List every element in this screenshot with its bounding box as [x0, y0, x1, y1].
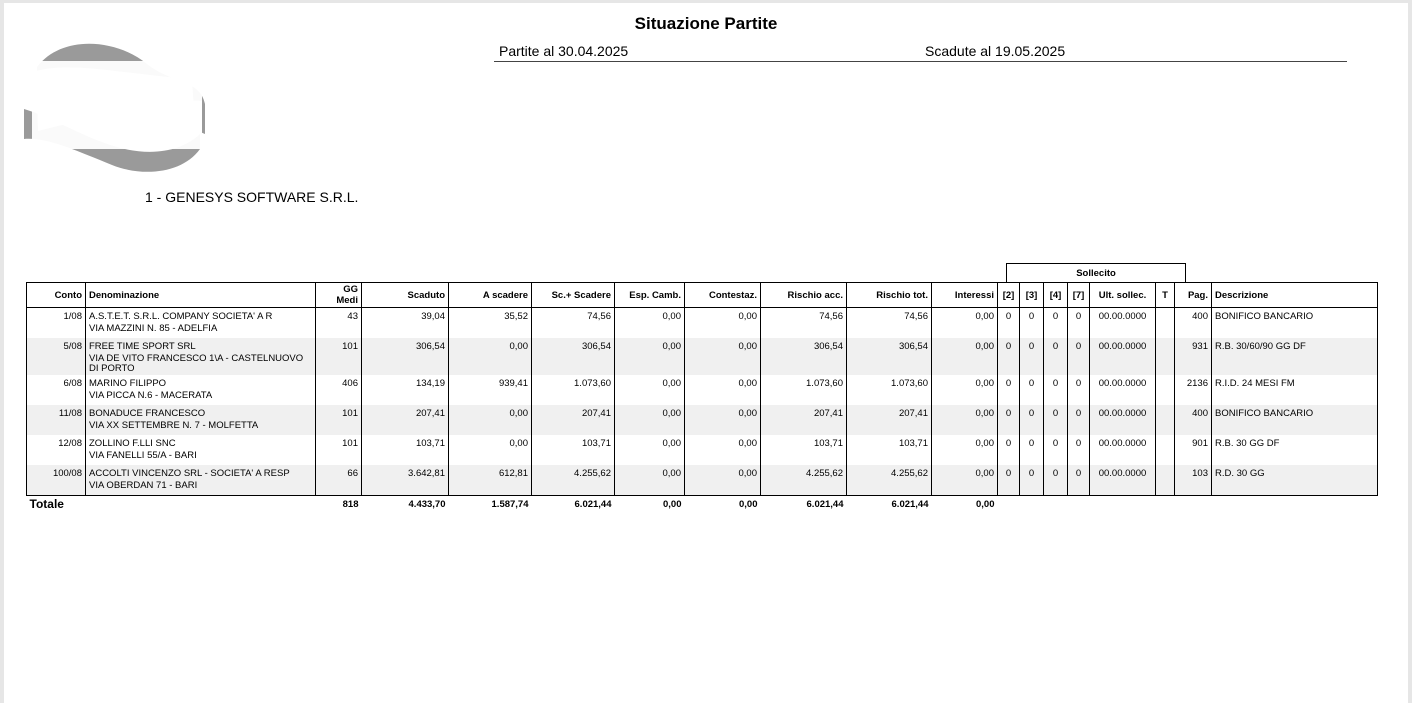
cell-s3: 0 [1020, 308, 1044, 325]
cell-descrizione: BONIFICO BANCARIO [1212, 308, 1378, 325]
cell-rischio-acc: 1.073,60 [761, 375, 847, 391]
cell-scaduto: 306,54 [362, 338, 449, 354]
col-sollecito-3: [3] [1020, 283, 1044, 308]
total-contestaz: 0,00 [685, 496, 761, 513]
cell-contestaz: 0,00 [685, 465, 761, 481]
cell-s4: 0 [1044, 375, 1068, 391]
cell-interessi: 0,00 [932, 465, 998, 481]
cell-contestaz: 0,00 [685, 435, 761, 451]
col-descrizione: Descrizione [1212, 283, 1378, 308]
col-ult-sollec: Ult. sollec. [1090, 283, 1156, 308]
cell-s2: 0 [998, 375, 1020, 391]
cell-rischio-acc: 207,41 [761, 405, 847, 421]
cell-interessi: 0,00 [932, 308, 998, 325]
col-scaduto: Scaduto [362, 283, 449, 308]
cell-descrizione: R.B. 30/60/90 GG DF [1212, 338, 1378, 354]
cell-esp-camb: 0,00 [615, 435, 685, 451]
cell-denominazione: MARINO FILIPPO [86, 375, 316, 391]
cell-pag: 400 [1175, 308, 1212, 325]
cell-s4: 0 [1044, 435, 1068, 451]
total-gg: 818 [316, 496, 362, 513]
scadute-date: Scadute al 19.05.2025 [925, 43, 1066, 59]
cell-s3: 0 [1020, 375, 1044, 391]
cell-s7: 0 [1068, 435, 1090, 451]
cell-rischio-tot: 207,41 [847, 405, 932, 421]
total-rischio-acc: 6.021,44 [761, 496, 847, 513]
cell-indirizzo: VIA PICCA N.6 - MACERATA [86, 391, 316, 405]
cell-scaduto: 207,41 [362, 405, 449, 421]
cell-interessi: 0,00 [932, 405, 998, 421]
cell-conto: 5/08 [27, 338, 86, 354]
total-scaduto: 4.433,70 [362, 496, 449, 513]
cell-descrizione: R.B. 30 GG DF [1212, 435, 1378, 451]
cell-s4: 0 [1044, 465, 1068, 481]
cell-contestaz: 0,00 [685, 308, 761, 325]
cell-rischio-tot: 1.073,60 [847, 375, 932, 391]
cell-s4: 0 [1044, 308, 1068, 325]
cell-t [1156, 375, 1175, 391]
cell-t [1156, 405, 1175, 421]
cell-pag: 901 [1175, 435, 1212, 451]
report-title: Situazione Partite [634, 14, 778, 33]
cell-conto: 6/08 [27, 375, 86, 391]
cell-scaduto: 134,19 [362, 375, 449, 391]
cell-gg: 101 [316, 338, 362, 354]
col-rischio-acc: Rischio acc. [761, 283, 847, 308]
cell-ult-sollec: 00.00.0000 [1090, 465, 1156, 481]
cell-esp-camb: 0,00 [615, 308, 685, 325]
cell-s7: 0 [1068, 375, 1090, 391]
cell-a-scadere: 0,00 [449, 338, 532, 354]
table-row [27, 375, 1378, 405]
cell-denominazione: ACCOLTI VINCENZO SRL - SOCIETA' A RESP [86, 465, 316, 481]
col-sollecito-4: [4] [1044, 283, 1068, 308]
cell-rischio-acc: 103,71 [761, 435, 847, 451]
cell-a-scadere: 939,41 [449, 375, 532, 391]
col-esp-camb: Esp. Camb. [615, 283, 685, 308]
table-row [27, 308, 1378, 339]
cell-a-scadere: 35,52 [449, 308, 532, 325]
cell-pag: 103 [1175, 465, 1212, 481]
cell-indirizzo: VIA OBERDAN 71 - BARI [86, 481, 316, 496]
accounts-table [26, 282, 1378, 512]
cell-esp-camb: 0,00 [615, 375, 685, 391]
total-rischio-tot: 6.021,44 [847, 496, 932, 513]
cell-t [1156, 338, 1175, 354]
col-conto: Conto [27, 283, 86, 308]
cell-ult-sollec: 00.00.0000 [1090, 375, 1156, 391]
cell-pag: 400 [1175, 405, 1212, 421]
cell-rischio-tot: 74,56 [847, 308, 932, 325]
col-sc-scadere: Sc.+ Scadere [532, 283, 615, 308]
cell-s2: 0 [998, 405, 1020, 421]
cell-t [1156, 308, 1175, 325]
table-header-row [27, 283, 1378, 308]
cell-a-scadere: 0,00 [449, 405, 532, 421]
cell-gg: 66 [316, 465, 362, 481]
cell-s7: 0 [1068, 308, 1090, 325]
cell-scaduto: 103,71 [362, 435, 449, 451]
cell-gg: 101 [316, 405, 362, 421]
col-a-scadere: A scadere [449, 283, 532, 308]
cell-interessi: 0,00 [932, 375, 998, 391]
total-sc-scadere: 6.021,44 [532, 496, 615, 513]
cell-ult-sollec: 00.00.0000 [1090, 435, 1156, 451]
cell-rischio-tot: 103,71 [847, 435, 932, 451]
cell-denominazione: ZOLLINO F.LLI SNC [86, 435, 316, 451]
total-interessi: 0,00 [932, 496, 998, 513]
cell-pag: 2136 [1175, 375, 1212, 391]
col-denominazione: Denominazione [86, 283, 316, 308]
cell-ult-sollec: 00.00.0000 [1090, 308, 1156, 325]
cell-s2: 0 [998, 465, 1020, 481]
cell-sc-scadere: 74,56 [532, 308, 615, 325]
cell-sc-scadere: 1.073,60 [532, 375, 615, 391]
cell-gg: 43 [316, 308, 362, 325]
cell-contestaz: 0,00 [685, 405, 761, 421]
cell-s7: 0 [1068, 338, 1090, 354]
cell-denominazione: FREE TIME SPORT SRL [86, 338, 316, 354]
table-row [27, 435, 1378, 465]
cell-s7: 0 [1068, 465, 1090, 481]
cell-ult-sollec: 00.00.0000 [1090, 338, 1156, 354]
cell-s3: 0 [1020, 405, 1044, 421]
cell-descrizione: R.D. 30 GG [1212, 465, 1378, 481]
header-rule [494, 61, 1347, 62]
cell-descrizione: BONIFICO BANCARIO [1212, 405, 1378, 421]
cell-s2: 0 [998, 338, 1020, 354]
totals-row [27, 496, 1378, 513]
cell-gg: 406 [316, 375, 362, 391]
col-contestaz: Contestaz. [685, 283, 761, 308]
cell-indirizzo: VIA XX SETTEMBRE N. 7 - MOLFETTA [86, 421, 316, 435]
col-interessi: Interessi [932, 283, 998, 308]
cell-interessi: 0,00 [932, 435, 998, 451]
cell-conto: 11/08 [27, 405, 86, 421]
cell-descrizione: R.I.D. 24 MESI FM [1212, 375, 1378, 391]
company-logo [22, 39, 212, 179]
cell-rischio-acc: 306,54 [761, 338, 847, 354]
col-sollecito-2: [2] [998, 283, 1020, 308]
total-a-scadere: 1.587,74 [449, 496, 532, 513]
col-pag: Pag. [1175, 283, 1212, 308]
cell-scaduto: 39,04 [362, 308, 449, 325]
cell-denominazione: A.S.T.E.T. S.R.L. COMPANY SOCIETA' A R [86, 308, 316, 325]
cell-gg: 101 [316, 435, 362, 451]
cell-scaduto: 3.642,81 [362, 465, 449, 481]
cell-sc-scadere: 103,71 [532, 435, 615, 451]
cell-t [1156, 465, 1175, 481]
company-name: 1 - GENESYS SOFTWARE S.R.L. [145, 189, 359, 205]
sollecito-group-header: Sollecito [1006, 263, 1186, 283]
cell-s7: 0 [1068, 405, 1090, 421]
cell-t [1156, 435, 1175, 451]
cell-s4: 0 [1044, 338, 1068, 354]
cell-rischio-tot: 4.255,62 [847, 465, 932, 481]
cell-contestaz: 0,00 [685, 338, 761, 354]
partite-date: Partite al 30.04.2025 [499, 43, 629, 59]
cell-esp-camb: 0,00 [615, 338, 685, 354]
cell-conto: 100/08 [27, 465, 86, 481]
cell-conto: 1/08 [27, 308, 86, 325]
cell-indirizzo: VIA DE VITO FRANCESCO 1\A - CASTELNUOVO DI PORTO [86, 354, 316, 375]
cell-pag: 931 [1175, 338, 1212, 354]
cell-interessi: 0,00 [932, 338, 998, 354]
cell-s2: 0 [998, 308, 1020, 325]
cell-s3: 0 [1020, 465, 1044, 481]
table-row [27, 465, 1378, 496]
cell-s3: 0 [1020, 338, 1044, 354]
cell-sc-scadere: 4.255,62 [532, 465, 615, 481]
cell-indirizzo: VIA FANELLI 55/A - BARI [86, 451, 316, 465]
col-gg-medi: GG Medi [316, 283, 362, 308]
cell-rischio-acc: 74,56 [761, 308, 847, 325]
col-t: T [1156, 283, 1175, 308]
cell-a-scadere: 612,81 [449, 465, 532, 481]
table-row [27, 338, 1378, 375]
cell-esp-camb: 0,00 [615, 405, 685, 421]
cell-s4: 0 [1044, 405, 1068, 421]
cell-s2: 0 [998, 435, 1020, 451]
cell-indirizzo: VIA MAZZINI N. 85 - ADELFIA [86, 324, 316, 338]
cell-rischio-tot: 306,54 [847, 338, 932, 354]
cell-ult-sollec: 00.00.0000 [1090, 405, 1156, 421]
cell-s3: 0 [1020, 435, 1044, 451]
cell-conto: 12/08 [27, 435, 86, 451]
cell-sc-scadere: 306,54 [532, 338, 615, 354]
col-sollecito-7: [7] [1068, 283, 1090, 308]
cell-rischio-acc: 4.255,62 [761, 465, 847, 481]
total-esp-camb: 0,00 [615, 496, 685, 513]
cell-sc-scadere: 207,41 [532, 405, 615, 421]
totals-label: Totale [27, 496, 86, 513]
report-page [4, 3, 1408, 703]
col-rischio-tot: Rischio tot. [847, 283, 932, 308]
cell-contestaz: 0,00 [685, 375, 761, 391]
table-row [27, 405, 1378, 435]
cell-esp-camb: 0,00 [615, 465, 685, 481]
cell-a-scadere: 0,00 [449, 435, 532, 451]
cell-denominazione: BONADUCE FRANCESCO [86, 405, 316, 421]
